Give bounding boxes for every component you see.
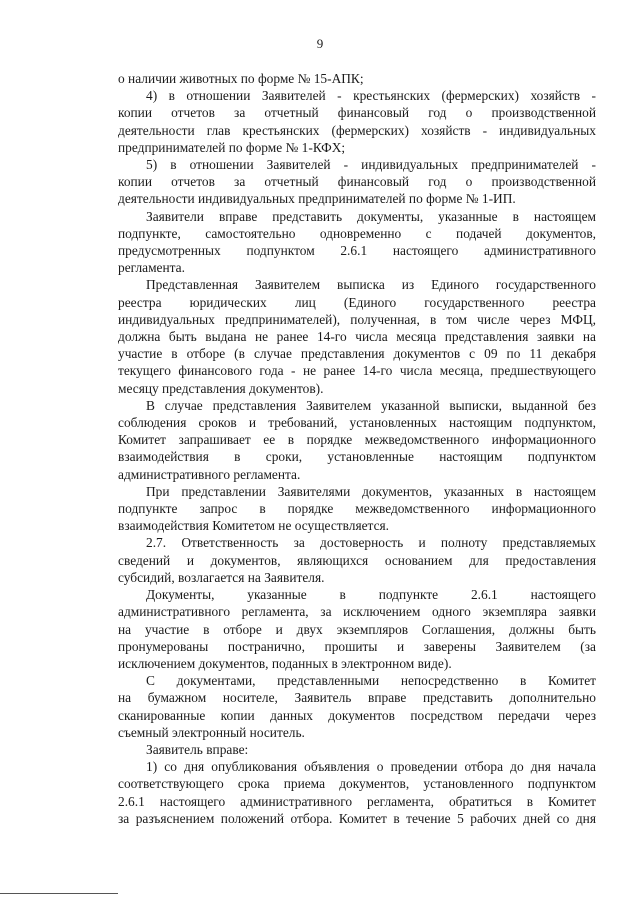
text-line: Документы, указанные в подпункте 2.6.1 настоящего: [146, 587, 596, 603]
text-line: участие в отборе (в случае представления документов с 09 по 11 декабря: [118, 346, 596, 362]
text-line: предусмотренных подпунктом 2.6.1 настоящего административного: [118, 243, 596, 259]
text-line: 4) в отношении Заявителей - крестьянских (фермерских) хозяйств -: [146, 88, 596, 104]
paragraph: [118, 534, 596, 586]
text-line: взаимодействия в сроки, установленные настоящим подпунктом: [118, 449, 596, 465]
text-line: взаимодействия Комитетом не осуществляется.: [118, 518, 390, 534]
paragraph: [118, 208, 596, 277]
text-line: о наличии животных по форме № 15-АПК;: [118, 71, 364, 86]
text-line: Представленная Заявителем выписка из Единого государственного: [146, 277, 596, 293]
text-line: за разъяснением положений отбора. Комитет в течение 5 рабочих дней со дня: [118, 810, 596, 826]
paragraph: [118, 758, 596, 827]
text-line: исключением документов, поданных в электронном виде).: [118, 655, 452, 671]
text-line: на участие в отборе и двух экземпляров Соглашения, должны быть: [118, 621, 596, 637]
paragraph: [118, 276, 596, 396]
paragraph: [118, 741, 596, 758]
text-line: сведений и документов, являющихся основанием для предоставления: [118, 552, 596, 568]
text-line: Комитет запрашивает ее в порядке межведомственного информационного: [118, 432, 596, 448]
text-line: административного регламента.: [118, 466, 301, 482]
text-line: субсидий, возлагается на Заявителя.: [118, 569, 325, 585]
text-line: соответствующего срока приема документов, установленного подпунктом: [118, 776, 596, 792]
text-line: на бумажном носителе, Заявитель вправе представить дополнительно: [118, 690, 596, 706]
text-line: соблюдения сроков и требований, установленных настоящим подпунктом,: [118, 415, 596, 431]
text-line: 2.6.1 настоящего административного регламента, обратиться в Комитет: [118, 793, 596, 809]
text-line: должна быть выдана не ранее 14-го числа месяца представления заявки на: [118, 329, 596, 345]
text-line: Заявители вправе представить документы, указанные в настоящем: [146, 208, 596, 224]
text-line: месяцу представления документов).: [118, 380, 324, 396]
text-line: сканированные копии данных документов посредством передачи через: [118, 707, 596, 723]
text-line: деятельности индивидуальных предпринимателей по форме № 1-ИП.: [118, 191, 516, 207]
paragraph: [118, 672, 596, 741]
text-line: При представлении Заявителями документов, указанных в настоящем: [146, 483, 596, 499]
paragraph: [118, 156, 596, 208]
paragraph: [118, 87, 596, 156]
text-line: Заявитель вправе:: [146, 741, 249, 757]
text-line: подпункте запрос в порядке межведомственного информационного: [118, 501, 596, 517]
paragraph: [118, 483, 596, 535]
text-line: регламента.: [118, 260, 185, 276]
text-line: съемный электронный носитель.: [118, 724, 305, 740]
paragraph: [118, 586, 596, 672]
text-line: копии отчетов за отчетный финансовый год о производственной: [118, 174, 596, 190]
page-number: 9: [316, 36, 324, 51]
text-line: административного регламента, за исключением одного экземпляра заявки: [118, 604, 596, 620]
text-line: В случае представления Заявителем указанной выписки, выданной без: [146, 397, 596, 413]
text-line: копии отчетов за отчетный финансовый год о производственной: [118, 105, 596, 121]
text-line: индивидуальных предпринимателей), полученная, в том числе через МФЦ,: [118, 311, 596, 327]
text-line: С документами, представленными непосредственно в Комитет: [146, 673, 596, 689]
paragraph: [118, 70, 596, 87]
text-line: 1) со дня опубликования объявления о проведении отбора до дня начала: [146, 759, 596, 775]
text-line: реестра юридических лиц (Единого государственного реестра: [118, 294, 596, 310]
text-line: предпринимателей по форме № 1-КФХ;: [118, 139, 346, 155]
text-line: деятельности глав крестьянских (фермерских) хозяйств - индивидуальных: [118, 122, 596, 138]
text-line: пронумерованы постранично, прошиты и заверены Заявителем (за: [118, 638, 596, 654]
text-line: текущего финансового года - не ранее 14-го числа месяца, предшествующего: [118, 363, 596, 379]
footer-rule: [0, 893, 118, 894]
document-body: [118, 70, 596, 827]
text-line: подпункте, самостоятельно одновременно с подачей документов,: [118, 225, 596, 241]
text-line: 5) в отношении Заявителей - индивидуальных предпринимателей -: [146, 157, 596, 173]
text-line: 2.7. Ответственность за достоверность и полноту представляемых: [146, 535, 596, 551]
paragraph: [118, 397, 596, 483]
